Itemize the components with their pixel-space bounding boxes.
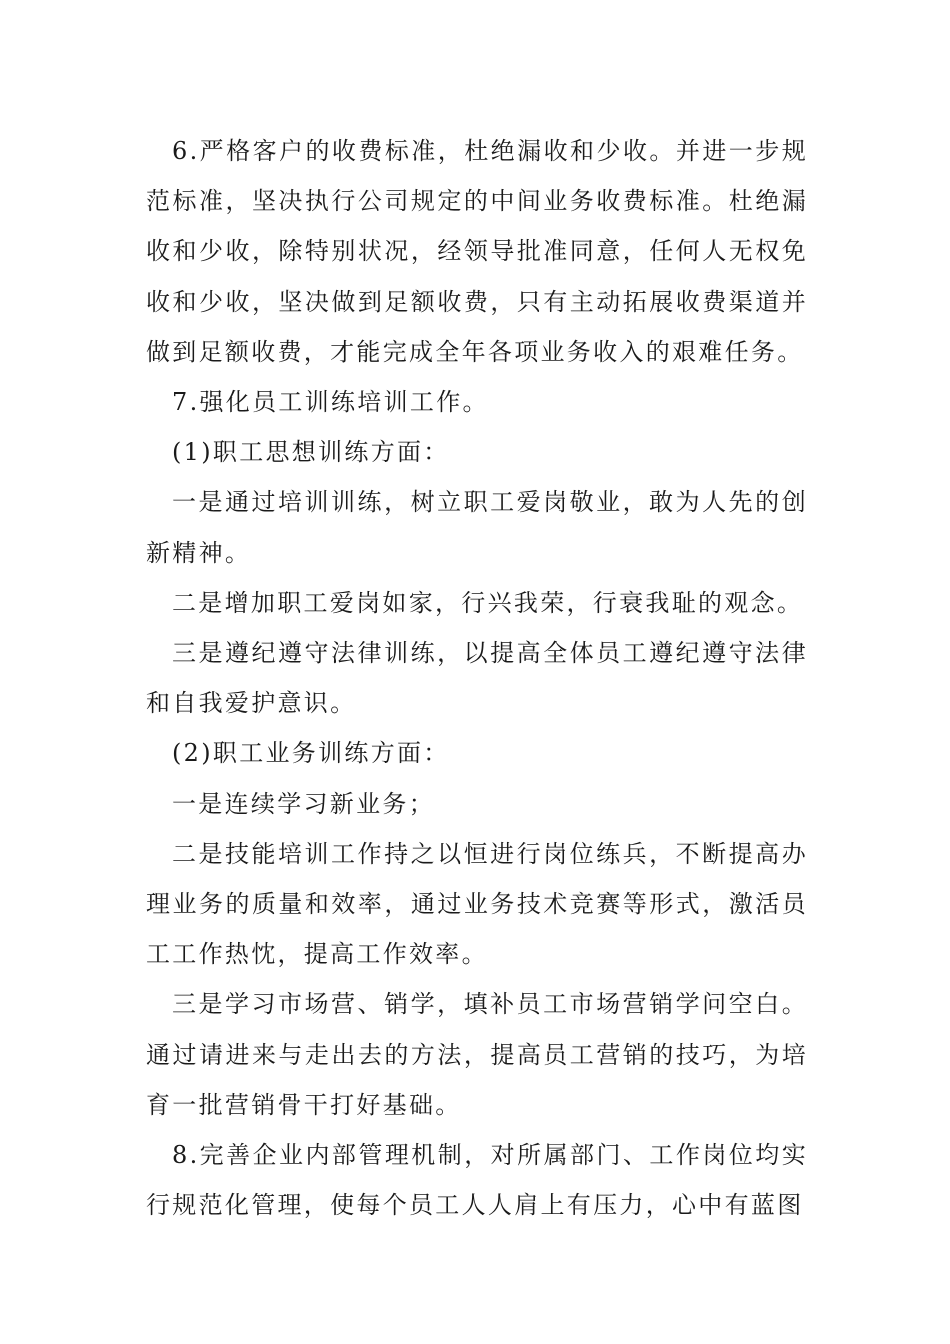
paragraph-item-6-fees: 6.严格客户的收费标准，杜绝漏收和少收。并进一步规范标准，坚决执行公司规定的中间业务收费标准。杜绝漏收和少收，除特别状况，经领导批准同意，任何人无权免收和少收，坚决做到足额收费，只有主动拓展收费渠道并做到足额收费，才能完成全年各项业务收入的艰难任务。 <box>146 137 808 366</box>
paragraph-ideology-point-1: 一是通过培训训练，树立职工爱岗敬业，敢为人先的创新精神。 <box>146 488 808 567</box>
paragraph-subheading-ideology: (1)职工思想训练方面： <box>172 438 450 467</box>
document-body <box>146 126 808 1230</box>
paragraph-ideology-point-3: 三是遵纪遵守法律训练，以提高全体员工遵纪遵守法律和自我爱护意识。 <box>146 639 808 718</box>
paragraph-business-point-3: 三是学习市场营、销学，填补员工市场营销学问空白。通过请进来与走出去的方法，提高员工营销的技巧，为培育一批营销骨干打好基础。 <box>146 990 808 1119</box>
paragraph-business-point-1: 一是连续学习新业务； <box>172 789 435 818</box>
paragraph-subheading-business: (2)职工业务训练方面： <box>172 739 450 768</box>
paragraph-item-8-management: 8.完善企业内部管理机制，对所属部门、工作岗位均实行规范化管理，使每个员工人人肩上有压力，心中有蓝图 <box>146 1141 808 1220</box>
paragraph-business-point-2: 二是技能培训工作持之以恒进行岗位练兵，不断提高办理业务的质量和效率，通过业务技术竞赛等形式，激活员工工作热忱，提高工作效率。 <box>146 839 808 969</box>
paragraph-item-7-training: 7.强化员工训练培训工作。 <box>172 388 489 417</box>
paragraph-ideology-point-2: 二是增加职工爱岗如家，行兴我荣，行衰我耻的观念。 <box>172 588 804 617</box>
